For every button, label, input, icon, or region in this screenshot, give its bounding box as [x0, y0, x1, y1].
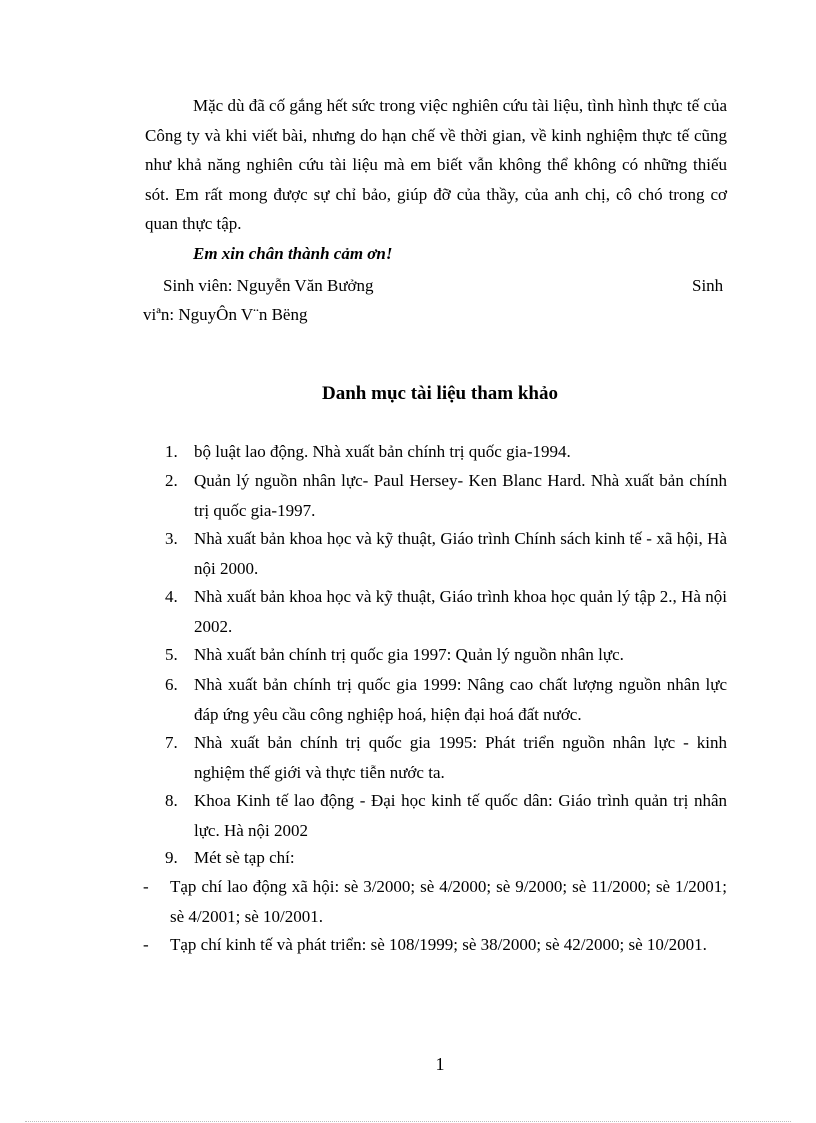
reference-text: Nhà xuất bản chính trị quốc gia 1995: Phát triển nguồn nhân lực - kinh nghiệm thế giới và thực tiễn nước ta. — [194, 733, 727, 782]
reference-text: Nhà xuất bản chính trị quốc gia 1999: Nâng cao chất lượng nguồn nhân lực đáp ứng yêu cầu công nghiệp hoá, hiện đại hoá đất nước. — [194, 675, 727, 724]
reference-item-1 — [165, 437, 727, 467]
page-number: 1 — [435, 1054, 445, 1074]
bullet-dash: - — [143, 877, 149, 896]
reference-text: Nhà xuất bản khoa học và kỹ thuật, Giáo trình Chính sách kinh tế - xã hội, Hà nội 2000. — [194, 529, 727, 578]
reference-text: Nhà xuất bản chính trị quốc gia 1997: Quản lý nguồn nhân lực. — [194, 645, 624, 664]
reference-number: 8. — [165, 791, 178, 810]
reference-number: 5. — [165, 645, 178, 664]
journal-text: Tạp chí lao động xã hội: sè 3/2000; sè 4/2000; sè 9/2000; sè 11/2000; sè 1/2001; sè 4/2001; sè 10/2001. — [170, 877, 727, 926]
reference-number: 4. — [165, 587, 178, 606]
signature-line-right-fragment: Sinh — [692, 276, 724, 295]
closing-paragraph: Mặc dù đã cố gắng hết sức trong việc nghiên cứu tài liệu, tình hình thực tế của Công ty và khi viết bài, nhưng do hạn chế về thời gian, về kinh nghiệm thực tế cũng như khả năng nghiên cứu tài liệu mà em biết vẫn không thể không có những thiếu sót. Em rất mong được sự chỉ bảo, giúp đỡ của thầy, của anh chị, cô chó trong cơ quan thực tập. — [145, 96, 727, 233]
journal-subitem-2 — [143, 930, 727, 960]
reference-text: Quản lý nguồn nhân lực- Paul Hersey- Ken Blanc Hard. Nhà xuất bản chính trị quốc gia-1997. — [194, 471, 727, 520]
reference-item-3 — [165, 524, 727, 583]
reference-item-2 — [165, 466, 727, 525]
reference-item-6 — [165, 670, 727, 729]
journal-text: Tạp chí kinh tế và phát triển: sè 108/1999; sè 38/2000; sè 42/2000; sè 10/2001. — [170, 935, 707, 954]
bullet-dash: - — [143, 935, 149, 954]
reference-number: 1. — [165, 442, 178, 461]
reference-number: 9. — [165, 848, 178, 867]
reference-number: 2. — [165, 471, 178, 490]
reference-item-8 — [165, 786, 727, 845]
thanks-line: Em xin chân thành cảm ơn! — [193, 244, 393, 263]
reference-number: 3. — [165, 529, 178, 548]
reference-text: Khoa Kinh tế lao động - Đại học kinh tế quốc dân: Giáo trình quản trị nhân lực. Hà nội 2002 — [194, 791, 727, 840]
reference-number: 6. — [165, 675, 178, 694]
reference-item-5 — [165, 640, 727, 670]
reference-item-9 — [165, 843, 727, 873]
references-title: Danh mục tài liệu tham khảo — [322, 383, 558, 404]
signature-line: Sinh viên: Nguyễn Văn Bưởng — [163, 276, 374, 295]
journal-subitem-1 — [143, 872, 727, 931]
footer-divider — [25, 1121, 791, 1122]
reference-item-7 — [165, 728, 727, 787]
reference-text: Nhà xuất bản khoa học và kỹ thuật, Giáo trình khoa học quản lý tập 2., Hà nội 2002. — [194, 587, 727, 636]
reference-text: bộ luật lao động. Nhà xuất bản chính trị quốc gia-1994. — [194, 442, 571, 461]
reference-item-4 — [165, 582, 727, 641]
signature-line-garbled: viªn: NguyÔn V¨n Bëng — [143, 305, 308, 324]
reference-text: Mét sè tạp chí: — [194, 848, 295, 867]
reference-number: 7. — [165, 733, 178, 752]
